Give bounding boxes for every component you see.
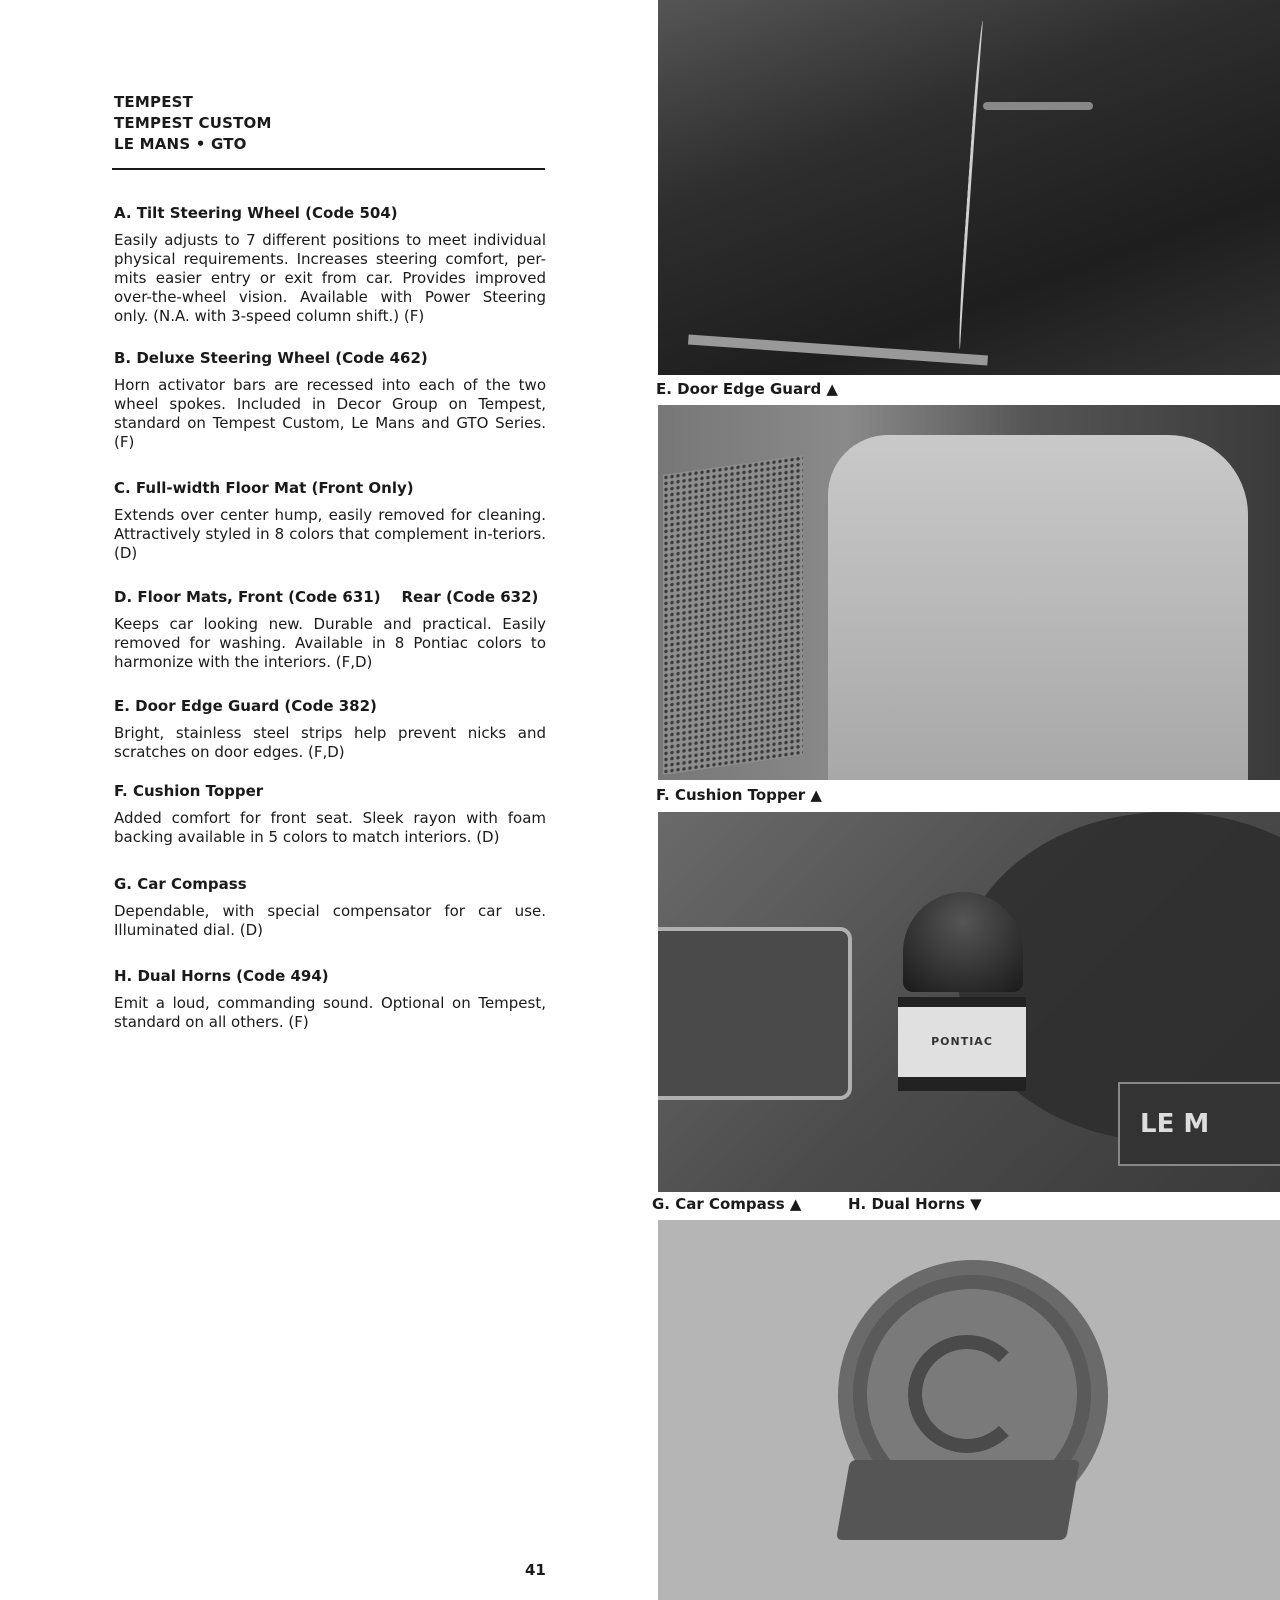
accessory-item-h bbox=[114, 966, 546, 1032]
horn-mouth bbox=[836, 1460, 1080, 1540]
car-compass-photo bbox=[658, 812, 1280, 1192]
door-edge-guard-photo bbox=[658, 0, 1280, 375]
item-heading: C. Full-width Floor Mat (Front Only) bbox=[114, 479, 414, 497]
item-heading: D. Floor Mats, Front (Code 631) Rear (Code 632) bbox=[114, 588, 539, 606]
cushion-topper-photo bbox=[658, 405, 1280, 780]
accessory-item-g bbox=[114, 874, 546, 940]
item-body: Added comfort for front seat. Sleek rayon with foam backing available in 5 colors to match interiors. (D) bbox=[114, 809, 546, 846]
model-line: LE MANS • GTO bbox=[114, 135, 247, 153]
accessory-item-c bbox=[114, 478, 546, 563]
dual-horns-photo bbox=[658, 1220, 1280, 1600]
accessory-item-e bbox=[114, 696, 546, 762]
item-heading: F. Cushion Topper bbox=[114, 782, 264, 800]
page-number: 41 bbox=[525, 1561, 546, 1579]
accessory-item-b bbox=[114, 348, 546, 452]
item-body: Emit a loud, commanding sound. Optional on Tempest, standard on all others. (F) bbox=[114, 994, 546, 1031]
item-body: Dependable, with special compensator for car use. Illuminated dial. (D) bbox=[114, 902, 546, 939]
seat-cushion bbox=[828, 435, 1248, 780]
model-line: TEMPEST CUSTOM bbox=[114, 114, 272, 132]
accessory-item-f bbox=[114, 781, 546, 847]
horn-spiral bbox=[908, 1335, 1026, 1453]
item-heading: A. Tilt Steering Wheel (Code 504) bbox=[114, 204, 398, 222]
item-heading: B. Deluxe Steering Wheel (Code 462) bbox=[114, 349, 428, 367]
item-body: Bright, stainless steel strips help prevent nicks and scratches on door edges. (F,D) bbox=[114, 724, 546, 761]
caption-dual-horns: H. Dual Horns ▼ bbox=[848, 1195, 982, 1213]
door-trim bbox=[688, 335, 988, 366]
item-heading: E. Door Edge Guard (Code 382) bbox=[114, 697, 377, 715]
door-handle bbox=[983, 102, 1093, 110]
caption-door-edge-guard: E. Door Edge Guard ▲ bbox=[656, 380, 838, 398]
dash-badge: LE M bbox=[1118, 1082, 1280, 1166]
item-body: Extends over center hump, easily removed for cleaning. Attractively styled in 8 colors that complement in-teriors. (D) bbox=[114, 506, 546, 562]
model-line: TEMPEST bbox=[114, 93, 194, 111]
caption-cushion-topper: F. Cushion Topper ▲ bbox=[656, 786, 822, 804]
item-heading: H. Dual Horns (Code 494) bbox=[114, 967, 329, 985]
door-edge-strip bbox=[957, 20, 989, 350]
dash-vent bbox=[658, 927, 852, 1100]
accessory-item-a bbox=[114, 203, 546, 326]
header-divider bbox=[112, 168, 545, 170]
item-heading: G. Car Compass bbox=[114, 875, 247, 893]
accessory-item-d bbox=[114, 587, 546, 672]
seat-pattern bbox=[663, 455, 803, 775]
compass-band: PONTIAC bbox=[898, 997, 1026, 1091]
item-body: Keeps car looking new. Durable and practical. Easily removed for washing. Available in 8 Pontiac colors to harmonize with the interiors. (F,D) bbox=[114, 615, 546, 671]
caption-car-compass: G. Car Compass ▲ bbox=[652, 1195, 802, 1213]
item-body: Easily adjusts to 7 different positions to meet individual physical requirements. Increases steering comfort, per-mits easier entry or exit from car. Provides improved over-the-wheel vision. Available with Power Steering only. (N.A. with 3-speed column shift.) (F) bbox=[114, 231, 546, 325]
item-body: Horn activator bars are recessed into each of the two wheel spokes. Included in Decor Group on Tempest, standard on Tempest Custom, Le Mans and GTO Series. (F) bbox=[114, 376, 546, 451]
model-list-header bbox=[114, 92, 272, 155]
